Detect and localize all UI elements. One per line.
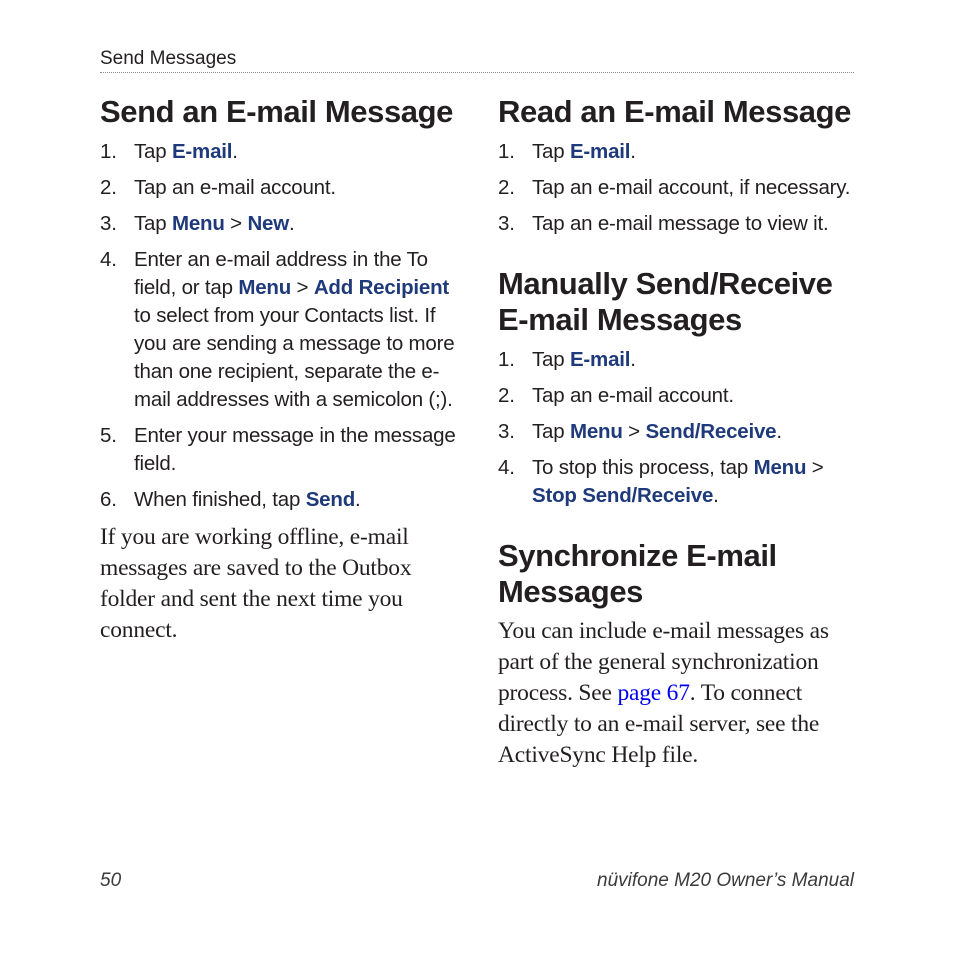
- read-step-1: 1. Tap E-mail.: [498, 140, 636, 163]
- synchronize-heading: Synchronize E-mail Messages: [498, 538, 777, 609]
- read-step-3: 3. Tap an e-mail message to view it.: [498, 212, 829, 235]
- manual-title: nüvifone M20 Owner’s Manual: [597, 870, 854, 891]
- read-email-steps: [498, 138, 858, 238]
- synchronize-paragraph: You can include e-mail messages as part of the general synchronization process. See page 67. To connect directly to an e-mail server, see the ActiveSync Help file.: [498, 618, 829, 768]
- manual-step-4: 4. To stop this process, tap Menu > Stop Send/Receive.: [498, 456, 824, 507]
- manual-step-1: 1. Tap E-mail.: [498, 348, 636, 371]
- send-step-1: 1. Tap E-mail.: [100, 140, 238, 163]
- running-header: Send Messages: [100, 48, 237, 69]
- menu-keyword: Menu: [569, 420, 623, 443]
- send-keyword: Send: [305, 488, 356, 511]
- menu-keyword: Menu: [171, 212, 225, 235]
- page-number: 50: [100, 870, 122, 891]
- add-recipient-keyword: Add Recipient: [313, 276, 450, 299]
- manual-send-receive-section: [498, 266, 858, 510]
- email-keyword: E-mail: [171, 140, 233, 163]
- menu-keyword: Menu: [238, 276, 292, 299]
- offline-note: If you are working offline, e-mail messages are saved to the Outbox folder and sent the next time you connect.: [100, 524, 412, 643]
- send-receive-keyword: Send/Receive: [645, 420, 777, 443]
- send-step-4: 4. Enter an e-mail address in the To field, or tap Menu > Add Recipient to select from your Contacts list. If you are sending a message to more than one recipient, separate the e-mail addresses with a semicolon (;).: [100, 248, 455, 411]
- read-email-section: [498, 94, 858, 238]
- right-column: [498, 94, 858, 799]
- read-step-2: 2. Tap an e-mail account, if necessary.: [498, 176, 851, 199]
- left-column: [100, 94, 460, 674]
- synchronize-section: [498, 538, 858, 771]
- send-email-heading: Send an E-mail Message: [100, 94, 453, 129]
- send-step-5: 5. Enter your message in the message field.: [100, 424, 456, 475]
- manual-send-receive-steps: [498, 346, 858, 510]
- manual-step-3: 3. Tap Menu > Send/Receive.: [498, 420, 782, 443]
- stop-send-receive-keyword: Stop Send/Receive: [532, 484, 714, 507]
- send-email-steps: [100, 138, 460, 514]
- send-step-6: 6. When finished, tap Send.: [100, 488, 361, 511]
- menu-keyword: Menu: [753, 456, 807, 479]
- send-step-3: 3. Tap Menu > New.: [100, 212, 295, 235]
- header-divider: [100, 72, 854, 73]
- manual-send-receive-heading: Manually Send/Receive E-mail Messages: [498, 266, 833, 337]
- new-keyword: New: [247, 212, 290, 235]
- page-67-link[interactable]: page 67: [617, 680, 690, 706]
- read-email-heading: Read an E-mail Message: [498, 94, 852, 129]
- email-keyword: E-mail: [569, 348, 631, 371]
- send-step-2: 2. Tap an e-mail account.: [100, 176, 336, 199]
- manual-step-2: 2. Tap an e-mail account.: [498, 384, 734, 407]
- send-email-section: [100, 94, 460, 646]
- email-keyword: E-mail: [569, 140, 631, 163]
